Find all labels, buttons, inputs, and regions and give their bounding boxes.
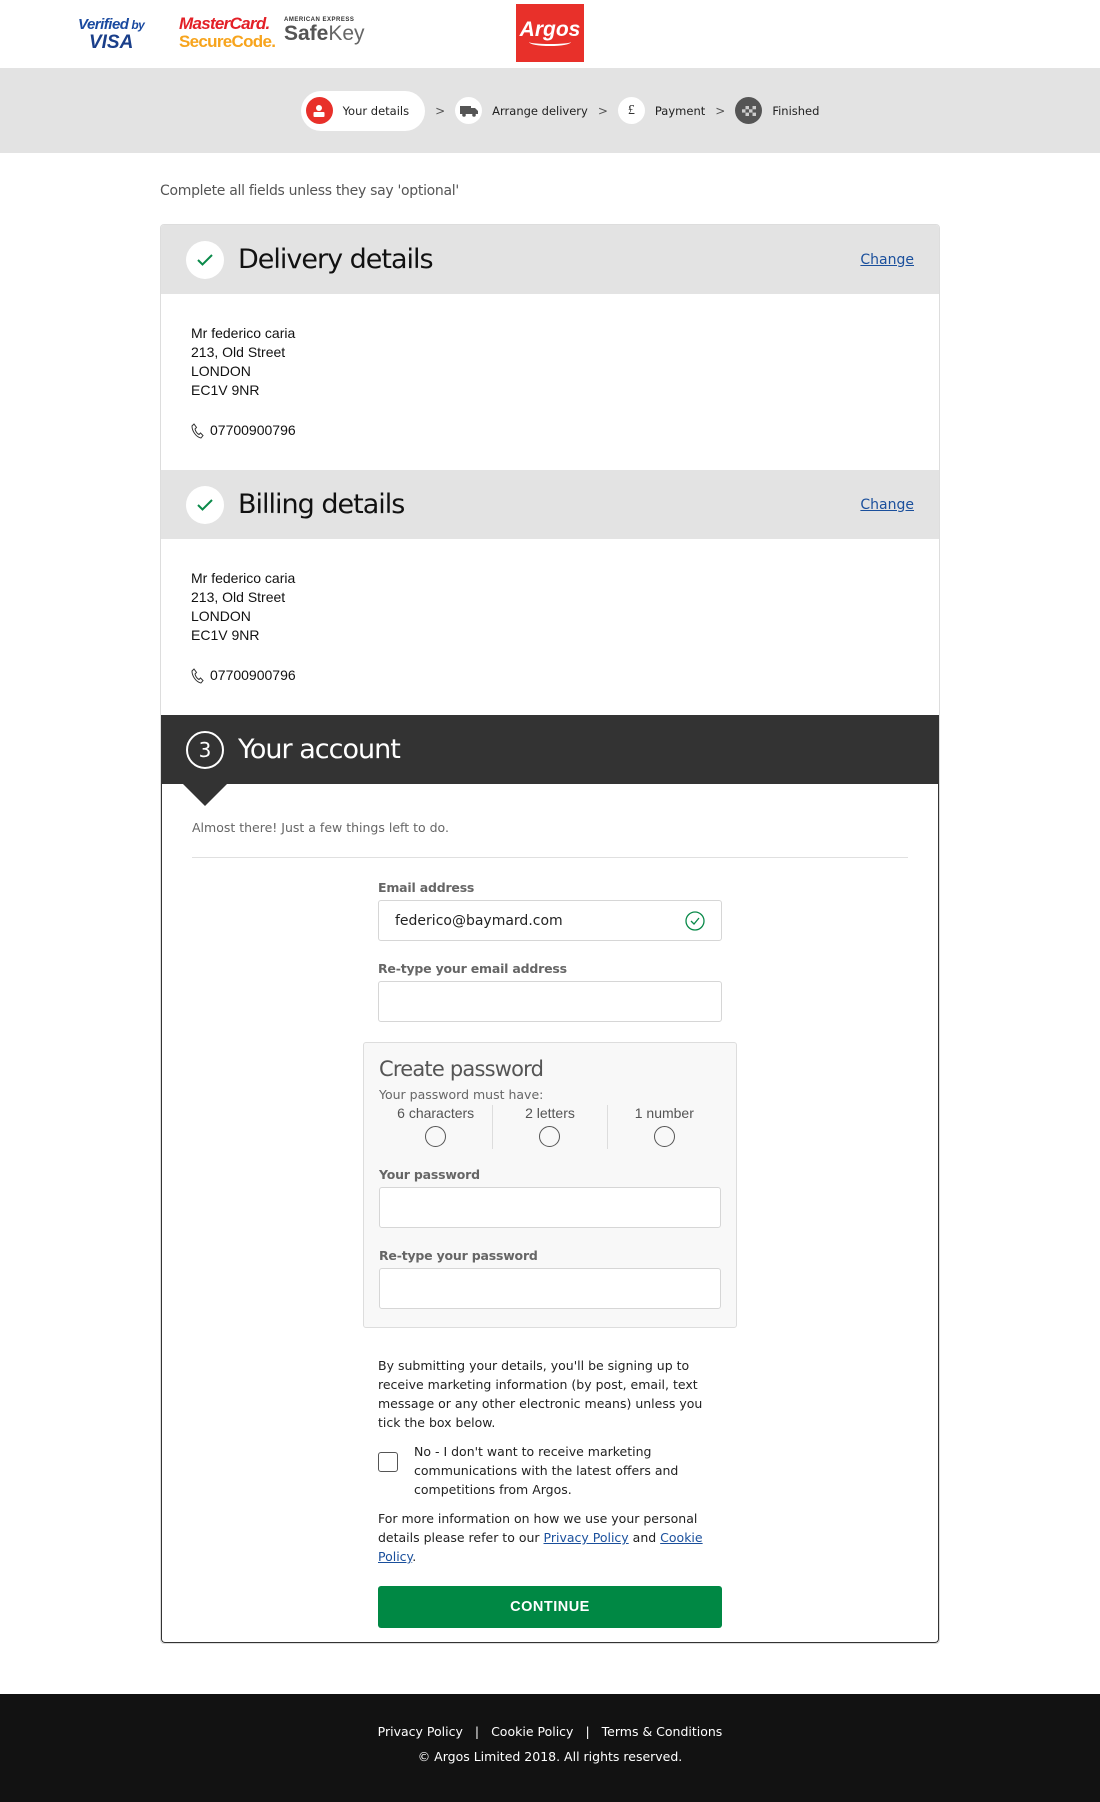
email-value: federico@baymard.com [395,912,563,929]
address-street: 213, Old Street [191,589,286,605]
info-text: . [412,1549,417,1564]
truck-icon [455,97,482,124]
marketing-notice: By submitting your details, you'll be signing up to receive marketing information (by post, email, text message or any other electronic means) unless you tick the box below. [378,1358,703,1430]
cookie-policy-link[interactable]: Cookie Policy [378,1530,703,1564]
section-title: Your account [238,734,400,765]
checkout-card [160,224,940,1644]
requirement-letters: 2 letters [493,1105,607,1149]
change-delivery-link[interactable]: Change [860,251,914,268]
requirement-characters: 6 characters [379,1105,493,1149]
optout-label[interactable]: No - I don't want to receive marketing communications with the latest offers and competitions from Argos. [414,1444,679,1497]
marketing-optout[interactable] [378,1442,722,1499]
optout-checkbox[interactable] [378,1452,398,1472]
step-payment [618,97,705,124]
flag-icon [735,97,762,124]
retype-password-field[interactable] [379,1268,721,1309]
password-requirements [379,1105,721,1149]
phone-number: 07700900796 [210,422,296,438]
address-city: LONDON [191,608,251,624]
section-title: Delivery details [238,244,433,275]
step-your-details [301,91,426,131]
retype-email-field[interactable] [378,981,722,1022]
check-icon [186,241,224,279]
phone-number: 07700900796 [210,667,296,683]
address-name: Mr federico caria [191,570,296,586]
footer-cookie-link[interactable]: Cookie Policy [491,1724,574,1739]
address-phone [191,421,909,440]
delivery-address [161,294,939,470]
user-icon [306,97,333,124]
footer-terms-link[interactable]: Terms & Conditions [601,1724,723,1739]
payment-logos-bar [0,0,1100,68]
instructions-text: Complete all fields unless they say 'optional' [160,183,459,199]
divider: | [585,1724,590,1739]
amex-safekey-logo: AMERICAN EXPRESS SafeKey [284,17,365,45]
billing-details-header [161,470,939,539]
argos-logo[interactable]: Argos [516,4,584,62]
checkout-progress [0,68,1100,153]
password-label: Your password [379,1167,480,1182]
account-subtitle: Almost there! Just a few things left to do. [192,820,908,858]
check-icon [186,486,224,524]
delivery-details-header [161,225,939,294]
valid-check-icon [685,911,705,931]
copyright: © Argos Limited 2018. All rights reserved. [417,1749,683,1764]
step-finished [735,97,819,124]
mastercard-securecode-logo: MasterCard. SecureCode. [179,14,276,51]
address-street: 213, Old Street [191,344,286,360]
change-billing-link[interactable]: Change [860,496,914,513]
step-separator: > [597,103,608,118]
unmet-circle-icon [654,1126,675,1147]
billing-address [161,539,939,715]
retype-email-label: Re-type your email address [378,961,567,976]
address-name: Mr federico caria [191,325,296,341]
privacy-policy-link[interactable]: Privacy Policy [543,1530,629,1545]
unmet-circle-icon [425,1126,446,1147]
create-password-title: Create password [379,1057,544,1081]
step-separator: > [435,103,446,118]
email-field[interactable] [378,900,722,941]
password-requirements-label: Your password must have: [379,1087,544,1102]
email-label: Email address [378,880,475,895]
your-account-header [161,715,939,784]
info-text: For more information on how we use your personal details please refer to our [378,1511,698,1545]
address-phone [191,666,909,685]
verified-by-visa-logo: Verified by VISA [78,16,145,53]
step-label: Arrange delivery [492,103,588,118]
footer [0,1694,1100,1802]
step-label: Finished [772,103,820,118]
requirement-number: 1 number [608,1105,721,1149]
step-label: Your details [342,103,410,118]
footer-links [0,1724,1100,1739]
step-number-badge: 3 [186,731,224,769]
section-title: Billing details [238,489,405,520]
address-postcode: EC1V 9NR [191,382,260,398]
continue-button[interactable]: CONTINUE [378,1586,722,1628]
phone-icon [191,423,204,439]
create-password-panel [363,1042,737,1328]
address-city: LONDON [191,363,251,379]
your-account-body [161,784,939,1643]
privacy-info [378,1509,722,1566]
info-text: and [628,1530,661,1545]
address-postcode: EC1V 9NR [191,627,260,643]
pound-icon: £ [618,97,645,124]
footer-privacy-link[interactable]: Privacy Policy [377,1724,463,1739]
retype-password-label: Re-type your password [379,1248,538,1263]
step-label: Payment [654,103,706,118]
account-form [378,858,722,1628]
unmet-circle-icon [539,1126,560,1147]
password-field[interactable] [379,1187,721,1228]
divider: | [474,1724,480,1739]
step-arrange-delivery [455,97,588,124]
step-separator: > [715,103,726,118]
phone-icon [191,668,204,684]
